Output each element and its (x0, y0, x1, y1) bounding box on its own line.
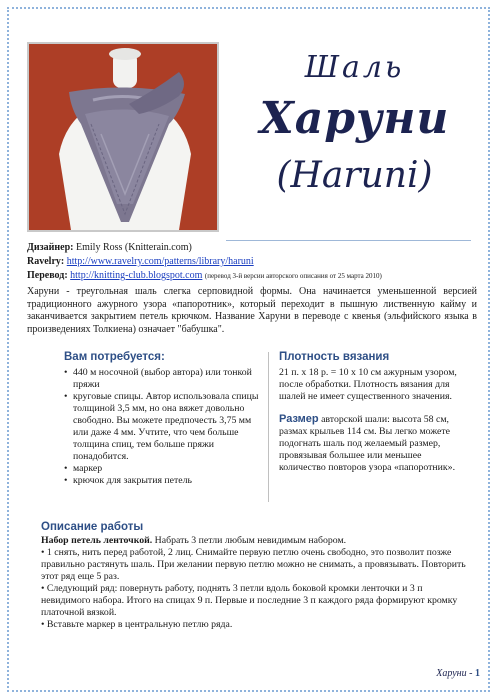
ravelry-label: Ravelry: (27, 256, 65, 267)
size-text: авторской шали: высота 58 см, размах крыльев 114 см. Вы легко можете подогнать шаль под желаемый размер, провязывая большее или меньшее количество повторов узора «папоротник». (279, 414, 456, 473)
page-footer (410, 668, 480, 679)
materials-item: • 440 м носочной (выбор автора) или тонкой пряжи (73, 367, 264, 391)
materials-item: • маркер (73, 463, 264, 475)
translation-label: Перевод: (27, 270, 68, 281)
gauge-heading: Плотность вязания (279, 351, 390, 363)
work-heading: Описание работы (41, 521, 144, 533)
materials-item: • крючок для закрытия петель (73, 475, 264, 487)
designer-label: Дизайнер: (27, 242, 74, 253)
intro-paragraph: Харуни - треугольная шаль слегка серповидной формы. Она начинается уменьшенной версией традиционного ажурного узора «папоротник», который переходит в пышную лиственную кайму и заканчивается закрытием петель крючком. Название Харуни в переводе с квенья (эльфийского языка в произведениях Толкиена) означает "бабушка". (27, 286, 477, 335)
gauge-text: 21 п. х 18 р. = 10 х 10 см ажурным узором, после обработки. Плотность вязания для шалей не имеет существенного значения. (279, 367, 457, 402)
designer-row (27, 241, 477, 255)
work-paragraph-2: • 1 снять, нить перед работой, 2 лиц. Снимайте первую петлю очень свободно, это позволит позже правильно растянуть шаль. При желании первую петлю можно не снимать, а провязывать. Повторить этот ряд еще 5 раз. (41, 547, 466, 582)
size-text-block (279, 413, 469, 474)
cast-on-label: Набор петель ленточкой. (41, 535, 153, 546)
shawl-photo (27, 42, 219, 232)
work-paragraph-4: • Вставьте маркер в центральную петлю ряда. (41, 619, 233, 630)
materials-section (64, 350, 264, 487)
title-block (232, 40, 477, 198)
translation-note: (перевод 3-й версии авторского описания от 25 марта 2010) (204, 272, 382, 280)
cast-on-text: Набрать 3 петли любым невидимым набором. (152, 535, 347, 546)
column-divider (268, 352, 269, 502)
ravelry-link[interactable]: http://www.ravelry.com/patterns/library/haruni (66, 256, 254, 267)
designer-value: Emily Ross (Knitterain.com) (76, 242, 192, 253)
materials-heading: Вам потребуется: (64, 351, 165, 363)
work-section (41, 520, 466, 631)
footer-separator: - (466, 668, 475, 679)
page-number: 1 (475, 668, 480, 679)
size-label: Размер (279, 413, 319, 425)
translation-row (27, 269, 477, 283)
work-paragraph-1 (41, 535, 466, 547)
translation-link[interactable]: http://knitting-club.blogspot.com (70, 270, 203, 281)
shawl-photo-image (29, 44, 217, 230)
title-line-1: Шаль (304, 50, 405, 85)
pattern-meta (27, 241, 477, 283)
work-paragraph-3: • Следующий ряд: повернуть работу, поднять 3 петли вдоль боковой кромки ленточки и 3 п невидимого набора. Итого на спицах 9 п. Первые и последние 3 п каждого ряда формируют кромку платочной вязкой. (41, 583, 458, 618)
title-line-2: Харуни (259, 93, 450, 144)
ravelry-row (27, 255, 477, 269)
materials-item: • круговые спицы. Автор использовала спицы толщиной 3,5 мм, но она вяжет довольно свободно. Вы можете предпочесть 3,75 мм или даже 4 мм. Учтите, что чем больше толщина спиц, тем больше пряжи понадобится. (73, 391, 264, 463)
materials-list (64, 367, 264, 487)
footer-label: Харуни (436, 668, 467, 679)
gauge-section (279, 350, 469, 474)
title-line-3: (Haruni) (276, 155, 433, 196)
